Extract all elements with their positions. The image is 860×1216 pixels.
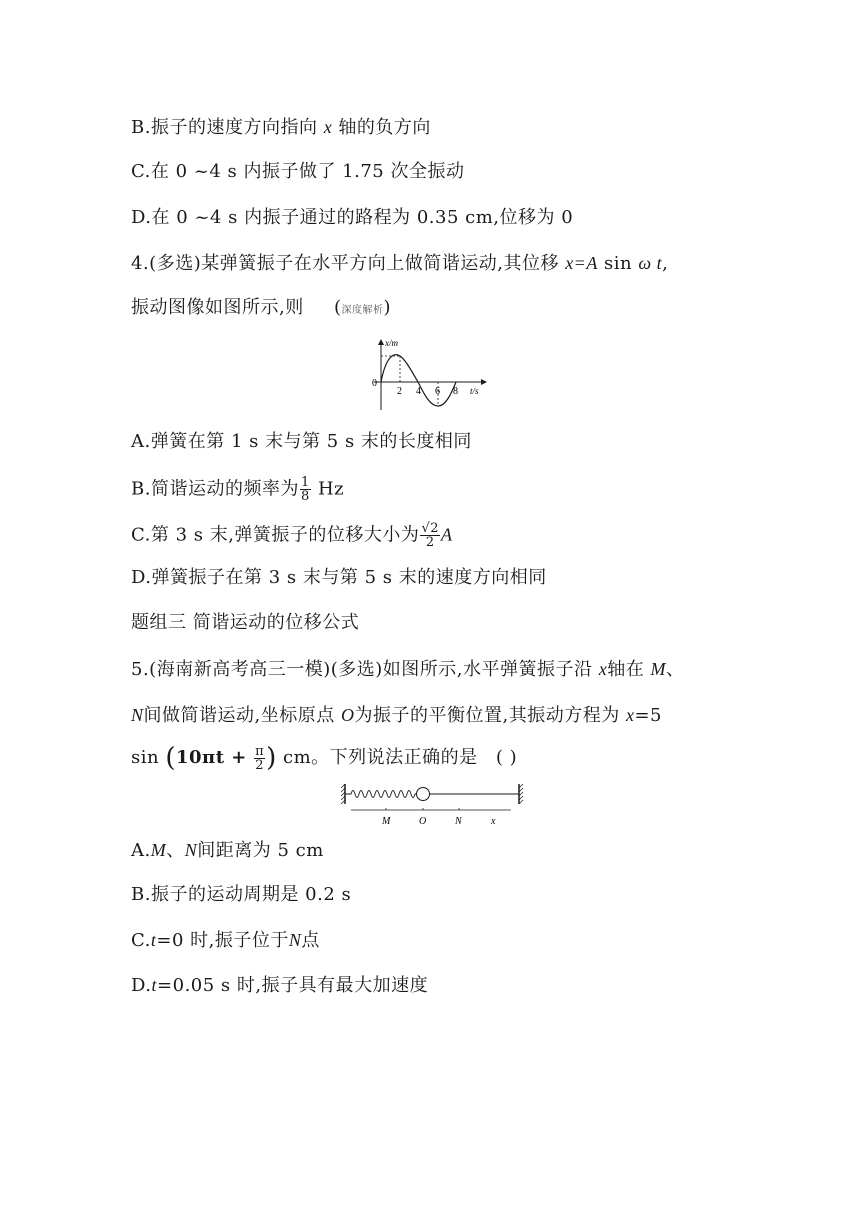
q5-stem-n: N [131,705,144,725]
q5-option-c-mid: =0 时,振子位于 [156,930,289,951]
q5-option-c-t: t [150,930,157,950]
q5-stem-num: π [255,743,265,759]
q4-option-c-var: A [441,524,453,545]
q4-stem-eq: x=A [565,253,598,273]
q5-option-d [131,973,428,998]
q4-option-b-unit: Hz [311,478,345,500]
section-title: 题组三 简谐运动的位移公式 [131,612,360,633]
q5-option-a-n: N [184,840,198,860]
q4-graph-tick-2: 2 [397,386,402,397]
q4-option-d: D.弹簧振子在第 3 s 末与第 5 s 末的速度方向相同 [131,567,547,588]
q4-graph-sine-curve [381,355,456,406]
q5-option-d-t: t [151,975,158,995]
q5-paren-left: ( [165,743,176,773]
q5-option-d-tail: =0.05 s 时,振子具有最大加速度 [157,975,429,996]
q5-stem-eq-x: x [625,705,635,725]
q5-spring-diagram [341,782,531,828]
q5-paren-right: ) [266,743,277,773]
q4-graph-ylabel: x/m [385,338,398,348]
q5-option-a-mid: 、 [166,840,185,861]
q5-stem-eq-val: =5 [634,705,662,726]
q5-stem-line3 [131,740,517,776]
q3-option-b [131,115,431,140]
q5-option-a-prefix: A. [131,840,151,861]
q5-stem-x: x [598,659,608,679]
q4-option-b-text: B.简谐运动的频率为 [131,478,299,500]
q5-option-c-tail: 点 [301,930,320,951]
q5-option-b: B.振子的运动周期是 0.2 s [131,884,352,905]
q4-answer-paren-close: ) [383,297,392,318]
q4-vibration-graph [366,336,496,414]
q4-stem-line2 [131,296,391,323]
q4-graph-tick-4: 4 [416,386,421,397]
q5-option-a-tail: 间距离为 5 cm [197,840,324,861]
q4-option-a: A.弹簧在第 1 s 末与第 5 s 末的长度相同 [131,431,472,452]
q4-stem-line2-text: 振动图像如图所示,则 [131,297,304,318]
q4-stem-line1 [131,251,668,276]
q5-stem-line1 [131,657,684,682]
q3-option-b-tail: 轴的负方向 [338,117,431,138]
q5-label-m: M [382,816,391,827]
q4-graph-tick-8: 8 [453,386,458,397]
q5-spring [345,791,417,798]
q5-answer-paren: ( ) [495,747,518,768]
q4-stem-text: 4.(多选)某弹簧振子在水平方向上做简谐运动,其位移 [131,253,559,274]
q4-graph-tick-6: 6 [435,386,440,397]
q4-option-b [131,476,344,503]
q4-option-b-den: 8 [300,489,310,504]
q5-option-c [131,928,320,953]
q4-answer-paren-open: ( [333,297,342,318]
q4-option-c-text: C.第 3 s 末,弹簧振子的位移大小为 [131,524,420,546]
q3-option-d: D.在 0 ~4 s 内振子通过的路程为 0.35 cm,位移为 0 [131,207,574,228]
q5-stem-o: O [340,705,355,725]
q4-graph-origin: 0 [372,378,377,389]
q5-stem-line2-text2: 为振子的平衡位置,其振动方程为 [354,705,620,726]
q5-stem-m: M [650,659,666,679]
q5-option-d-prefix: D. [131,975,152,996]
q4-option-c [131,522,453,549]
q5-label-x: x [491,816,496,827]
q5-stem-line2 [131,703,662,728]
q5-option-a-m: M [150,840,167,860]
q3-option-c: C.在 0 ~4 s 内振子做了 1.75 次全振动 [131,161,465,182]
q5-stem-fraction [254,745,265,772]
q5-option-c-n: N [288,930,302,950]
q4-option-b-fraction [300,476,311,503]
q4-stem-tail: , [662,253,669,274]
q5-stem-expr: 10πt + [175,747,247,768]
q5-ball [417,788,430,801]
q4-option-b-num: 1 [300,475,310,490]
q3-option-b-var: x [323,117,333,137]
q5-stem-sin: sin [131,747,160,768]
q3-option-b-text: B.振子的速度方向指向 [131,117,318,138]
q5-stem-tail: 、 [665,659,685,680]
q5-option-c-prefix: C. [131,930,151,951]
q4-option-c-fraction [420,522,440,549]
q5-stem-text: 5.(海南新高考高三一模)(多选)如图所示,水平弹簧振子沿 [131,659,593,680]
q4-deep-analysis-tag: 深度解析 [341,305,384,316]
q4-stem-sin: sin [597,253,639,274]
q5-label-n: N [455,816,462,827]
q5-option-a [131,838,324,863]
q4-graph-xlabel: t/s [470,386,479,396]
q5-stem-line3-tail: cm。下列说法正确的是 [276,747,478,768]
q5-stem-mid: 轴在 [607,659,645,680]
q5-stem-den: 2 [255,757,265,773]
q4-option-c-den: 2 [425,535,435,550]
q4-option-c-num: √2 [421,521,439,536]
q4-stem-wt: ω t [638,253,663,273]
q5-stem-line2-text: 间做简谐运动,坐标原点 [143,705,335,726]
q5-label-o: O [419,816,427,827]
